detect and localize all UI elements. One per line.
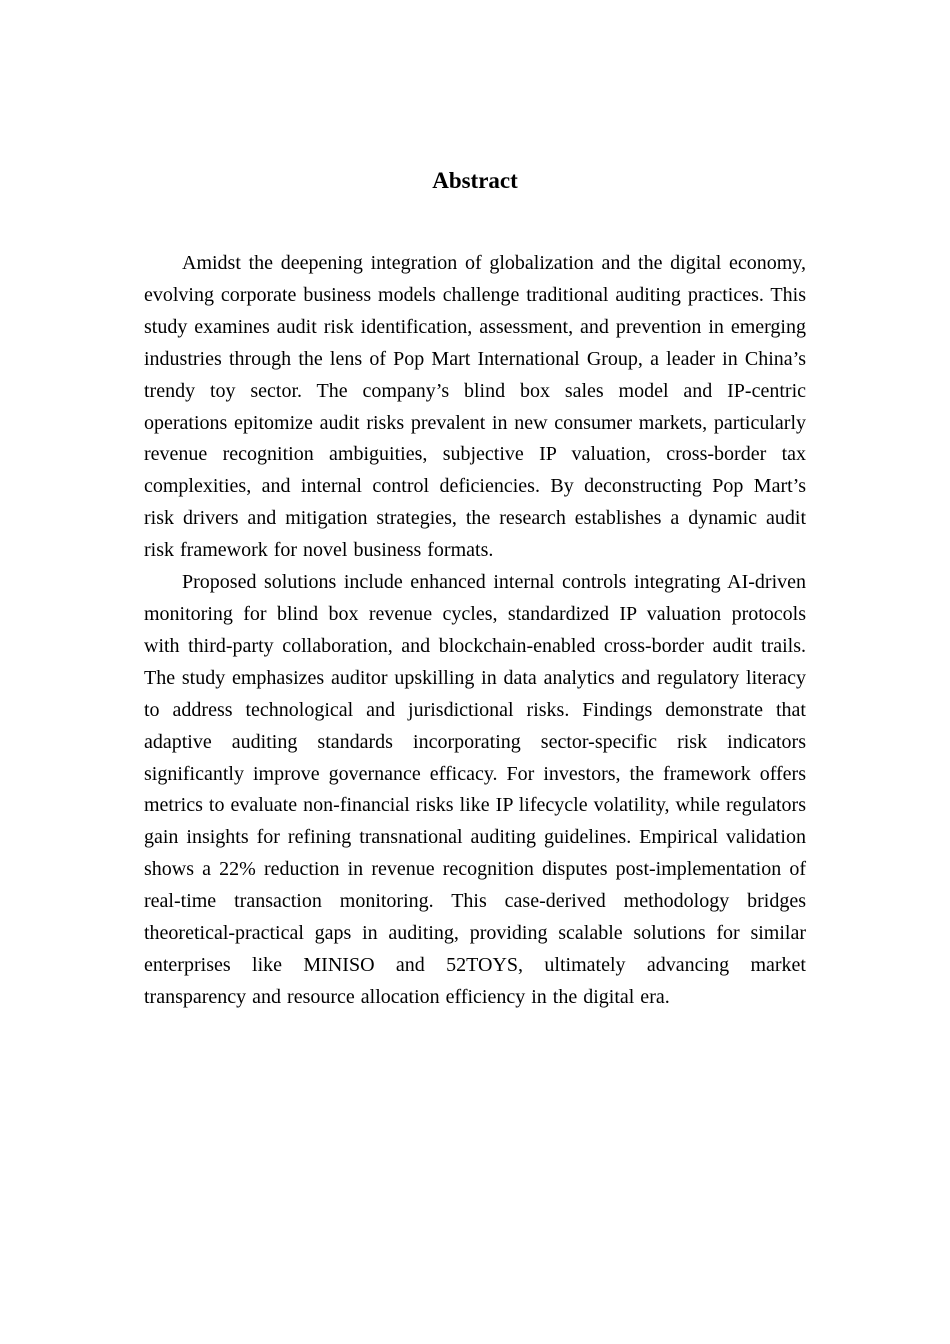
abstract-paragraph-1: Amidst the deepening integration of globalization and the digital economy, evolving corporate business models challenge traditional auditing practices. This study examines audit risk identification, assessment, and prevention in emerging industries through the lens of Pop Mart International Group, a leader in China’s trendy toy sector. The company’s blind box sales model and IP-centric operations epitomize audit risks prevalent in new consumer markets, particularly revenue recognition ambiguities, subjective IP valuation, cross-border tax complexities, and internal control deficiencies. By deconstructing Pop Mart’s risk drivers and mitigation strategies, the research establishes a dynamic audit risk framework for novel business formats. (144, 252, 806, 562)
abstract-paragraph-2: Proposed solutions include enhanced internal controls integrating AI-driven monitoring for blind box revenue cycles, standardized IP valuation protocols with third-party collaboration, and blockchain-enabled cross-border audit trails. The study emphasizes auditor upskilling in data analytics and regulatory literacy to address technological and jurisdictional risks. Findings demonstrate that adaptive auditing standards incorporating sector-specific risk indicators significantly improve governance efficacy. For investors, the framework offers metrics to evaluate non-financial risks like IP lifecycle volatility, while regulators gain insights for refining transnational auditing guidelines. Empirical validation shows a 22% reduction in revenue recognition disputes post-implementation of real-time transaction monitoring. This case-derived methodology bridges theoretical-practical gaps in auditing, providing scalable solutions for similar enterprises like MINISO and 52TOYS, ultimately advancing market transparency and resource allocation efficiency in the digital era. (144, 571, 806, 1008)
abstract-body (144, 248, 806, 1014)
abstract-title: Abstract (432, 168, 518, 193)
